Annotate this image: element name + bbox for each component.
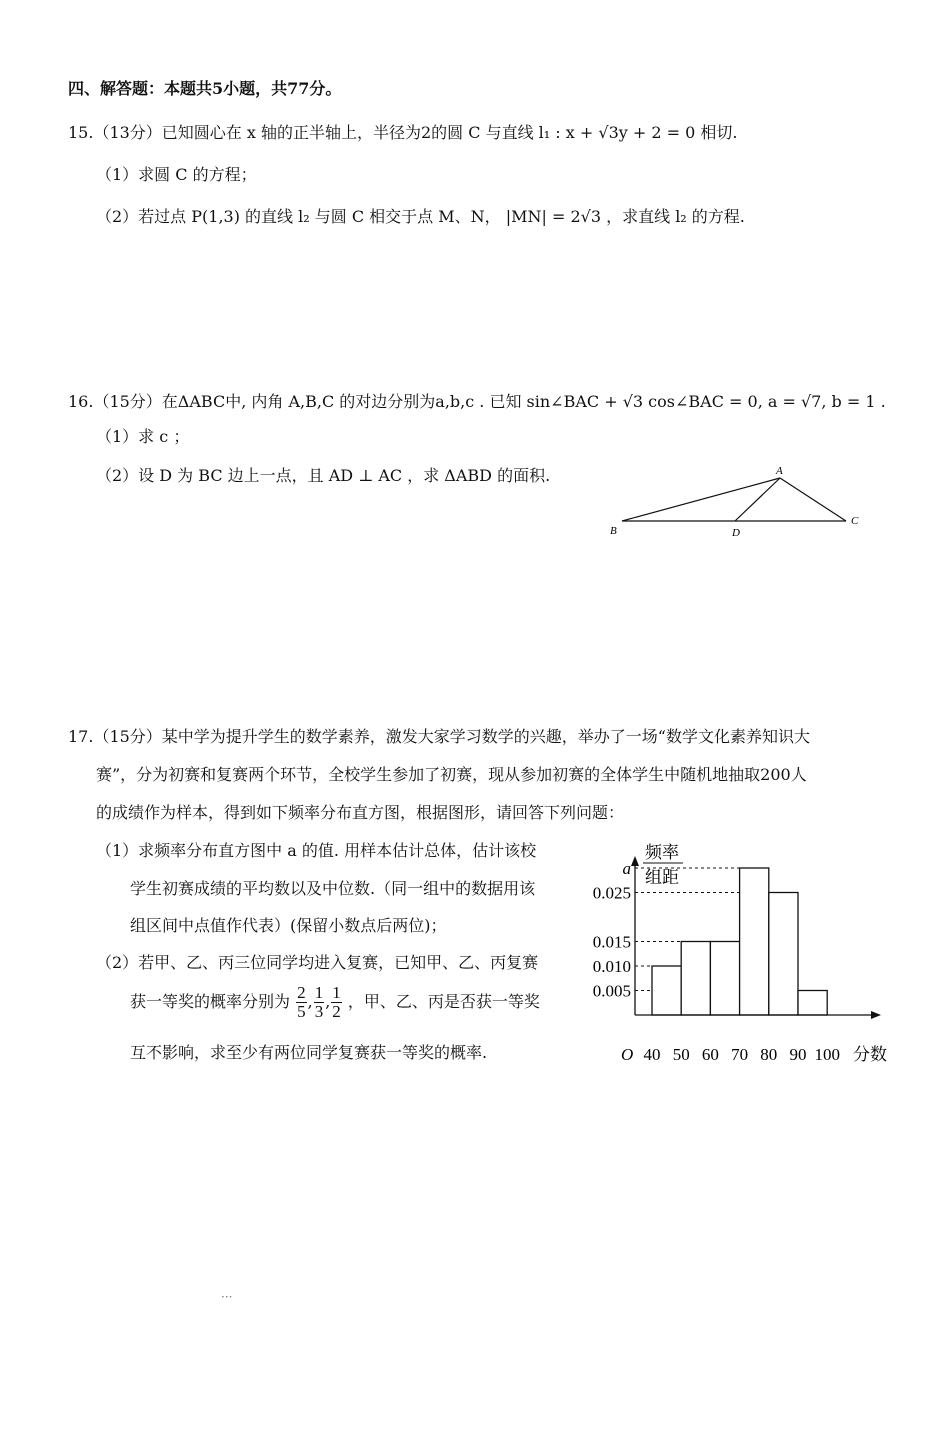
q16-part2: （2）设 D 为 BC 边上一点，且 AD ⊥ AC ，求 ΔABD 的面积.	[96, 466, 551, 485]
q17-part1-line1: （1）求频率分布直方图中 a 的值. 用样本估计总体，估计该校	[96, 841, 537, 860]
origin-label: O	[621, 1045, 634, 1064]
fraction-numerator: 1	[332, 983, 341, 1002]
histogram-bar-60-70	[710, 942, 739, 1016]
fraction-2-5	[296, 984, 307, 1021]
x-tick-90: 90	[789, 1045, 807, 1064]
footer-mark: ···	[221, 1290, 233, 1304]
q17-line2: 赛”，分为初赛和复赛两个环节，全校学生参加了初赛，现从参加初赛的全体学生中随机地抽取200人	[96, 765, 807, 784]
x-tick-100: 100	[814, 1045, 840, 1064]
x-tick-40: 40	[643, 1045, 661, 1064]
q17-part2-line3: 互不影响，求至少有两位同学复赛获一等奖的概率.	[130, 1043, 488, 1062]
fraction-1-2	[331, 984, 342, 1021]
fraction-numerator: 2	[297, 983, 306, 1002]
fraction-denominator: 5	[297, 1002, 306, 1021]
vertex-label-a: A	[776, 465, 783, 477]
histogram-bar-90-100	[798, 991, 827, 1016]
q17-part1-line2: 学生初赛成绩的平均数以及中位数.（同一组中的数据用该	[130, 879, 536, 898]
histogram-bar-80-90	[769, 893, 798, 1016]
y-tick-0.005: 0.005	[592, 981, 631, 1001]
q17-part2-line1: （2）若甲、乙、丙三位同学均进入复赛，已知甲、乙、丙复赛	[96, 953, 539, 972]
x-tick-50: 50	[672, 1045, 690, 1064]
y-axis-arrow	[631, 856, 639, 866]
q17-part2-line2-post: ，甲、乙、丙是否获一等奖	[347, 992, 540, 1011]
x-tick-60: 60	[701, 1045, 719, 1064]
vertex-label-d: D	[732, 527, 740, 539]
q15-part2: （2）若过点 P(1,3) 的直线 l₂ 与圆 C 相交于点 M、N， |MN| = 2√3 ，求直线 l₂ 的方程.	[96, 207, 745, 226]
triangle-side-ab	[622, 478, 780, 521]
section-header: 四、解答题：本题共5小题，共77分。	[68, 79, 342, 98]
x-axis-arrow	[871, 1011, 881, 1019]
fraction-1-3	[314, 984, 325, 1021]
y-tick-0.025: 0.025	[592, 883, 631, 903]
vertex-label-c: C	[851, 515, 859, 527]
q17-part1-line3: 组区间中点值作代表）(保留小数点后两位)；	[130, 916, 447, 935]
x-axis-label: 分数	[853, 1045, 887, 1064]
triangle-side-ac	[780, 478, 846, 521]
q17-part2-line2-pre: 获一等奖的概率分别为	[130, 992, 291, 1011]
frequency-histogram	[585, 830, 905, 1075]
x-tick-70: 70	[731, 1045, 749, 1064]
triangle-figure	[600, 458, 870, 542]
y-tick-a: a	[622, 859, 631, 878]
q16-intro: 16.（15分）在ΔABC中, 内角 A,B,C 的对边分别为a,b,c . 已知 sin∠BAC + √3 cos∠BAC = 0, a = √7, b = 1 .	[68, 392, 886, 411]
q17-line1: 17.（15分）某中学为提升学生的数学素养，激发大家学习数学的兴趣，举办了一场“数学文化素养知识大	[68, 727, 810, 746]
q16-part1: （1）求 c ；	[96, 427, 190, 446]
x-tick-labels	[644, 1045, 840, 1064]
fraction-numerator: 1	[314, 983, 324, 1002]
fraction-denominator: 2	[332, 1002, 341, 1021]
vertex-label-b: B	[610, 525, 617, 537]
y-axis-label-bottom: 组距	[645, 868, 679, 887]
q15-intro: 15.（13分）已知圆心在 x 轴的正半轴上，半径为2的圆 C 与直线 l₁ : x + √3y + 2 = 0 相切.	[68, 123, 738, 142]
histogram-bar-50-60	[681, 942, 710, 1016]
y-tick-0.010: 0.010	[592, 957, 631, 976]
y-axis-label-top: 频率	[645, 843, 679, 862]
histogram-bar-40-50	[652, 966, 681, 1015]
histogram-bar-70-80	[740, 868, 769, 1015]
y-tick-0.015: 0.015	[592, 932, 631, 952]
q17-part2-line2: 获一等奖的概率分别为 $\frac{2}{5}$ , $\frac{1}{3}$ , $\frac{1}{2}$ ，甲、乙、丙是否获一等奖	[130, 983, 540, 1021]
y-tick-labels	[593, 859, 631, 1001]
x-tick-80: 80	[760, 1045, 778, 1064]
q17-line3: 的成绩作为样本，得到如下频率分布直方图，根据图形，请回答下列问题：	[96, 803, 625, 822]
q15-part1: （1）求圆 C 的方程；	[96, 165, 257, 184]
fraction-denominator: 3	[314, 1002, 324, 1021]
